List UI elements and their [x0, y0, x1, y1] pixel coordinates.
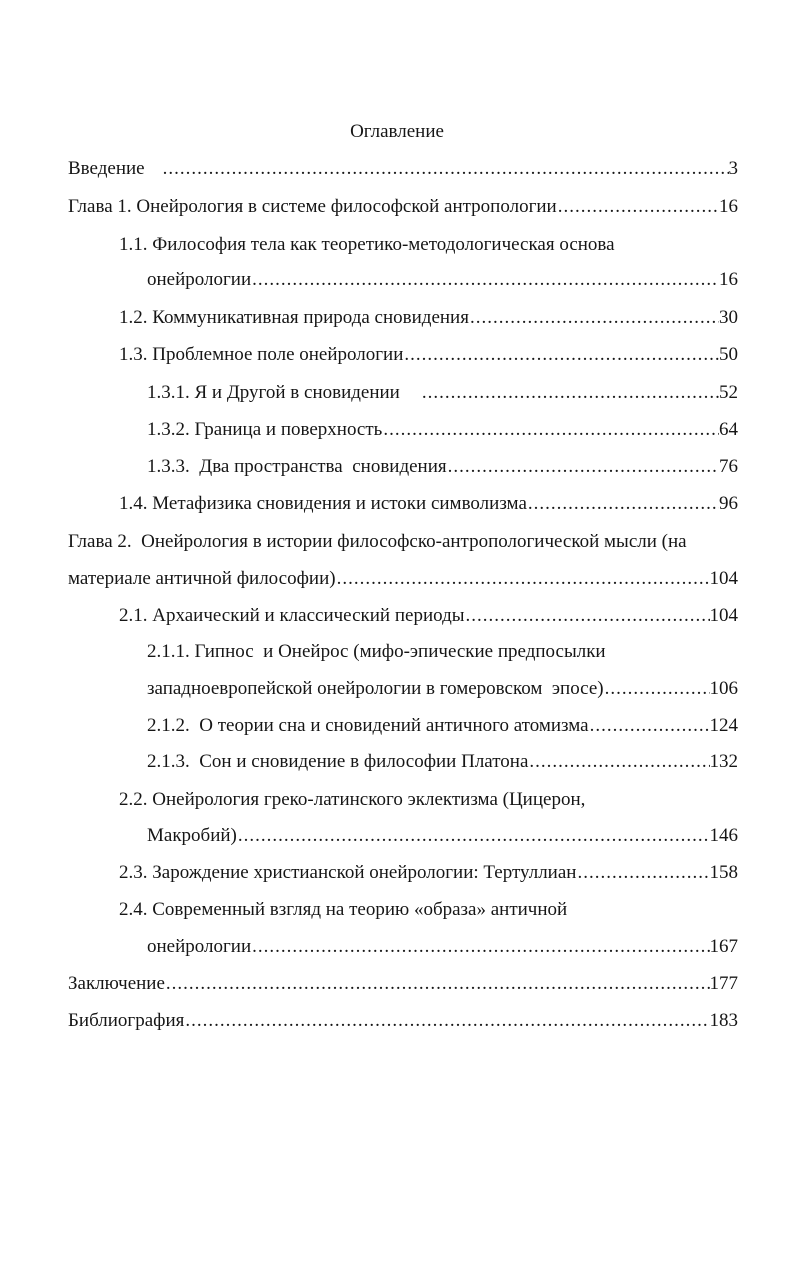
toc-entry-text: Заключение	[68, 973, 165, 994]
toc-entry-page: 96	[719, 493, 738, 514]
toc-entry-page: 146	[709, 825, 738, 846]
toc-entry-page: 76	[719, 456, 738, 477]
toc-entry-chapter-2	[68, 528, 738, 556]
toc-entry-introduction	[68, 155, 738, 183]
dot-leader	[165, 970, 710, 998]
toc-entry-text: 2.4. Современный взгляд на теорию «образа» античной	[119, 899, 568, 920]
toc-entry-section-2-2	[119, 786, 738, 814]
toc-entry-page: 30	[719, 307, 738, 328]
toc-entry-section-2-2-cont	[147, 822, 738, 850]
dot-leader	[527, 490, 719, 518]
toc-entry-text: Библиография	[68, 1010, 185, 1031]
toc-entry-section-1-1-cont	[147, 266, 738, 294]
toc-entry-text: 1.3. Проблемное поле онейрологии	[119, 344, 404, 365]
dot-leader	[251, 266, 719, 294]
toc-entry-section-2-1-2	[147, 712, 738, 740]
toc-entry-section-1-3-3	[147, 453, 738, 481]
toc-entry-page: 16	[719, 269, 738, 290]
toc-entry-text: 2.1.2. О теории сна и сновидений античного атомизма	[147, 715, 589, 736]
dot-leader	[447, 453, 719, 481]
toc-entry-section-2-1-1	[147, 638, 738, 666]
dot-leader	[528, 748, 709, 776]
toc-entry-page: 132	[709, 751, 738, 772]
toc-entry-text: 2.1.1. Гипнос и Онейрос (мифо-эпические предпосылки	[147, 641, 606, 662]
toc-entry-text: Глава 1. Онейрология в системе философской антропологии	[68, 196, 557, 217]
toc-entry-section-1-3	[119, 341, 738, 369]
toc-entry-chapter-2-cont	[68, 565, 738, 593]
dot-leader	[604, 675, 710, 703]
toc-entry-chapter-1	[68, 193, 738, 221]
dot-leader	[237, 822, 710, 850]
toc-entry-text: 1.1. Философия тела как теоретико-методологическая основа	[119, 234, 615, 255]
toc-entry-text: 1.4. Метафизика сновидения и истоки символизма	[119, 493, 527, 514]
dot-leader	[400, 379, 719, 407]
toc-entry-text: западноевропейской онейрологии в гомеровском эпосе)	[147, 678, 604, 699]
toc-entry-text: 2.1. Архаический и классический периоды	[119, 605, 465, 626]
toc-entry-section-2-1-3	[147, 748, 738, 776]
toc-entry-page: 104	[709, 605, 738, 626]
toc-entry-section-2-4	[119, 896, 738, 924]
toc-entry-text: Введение	[68, 158, 145, 179]
toc-entry-page: 158	[709, 862, 738, 883]
toc-entry-text: 2.2. Онейрология греко-латинского эклектизма (Цицерон,	[119, 789, 586, 810]
toc-entry-section-2-3	[119, 859, 738, 887]
toc-entry-section-2-1	[119, 602, 738, 630]
dot-leader	[145, 155, 729, 183]
toc-entry-text: Макробий)	[147, 825, 237, 846]
dot-leader	[251, 933, 709, 961]
toc-entry-text: 2.1.3. Сон и сновидение в философии Платона	[147, 751, 529, 772]
toc-entry-section-2-4-cont	[147, 933, 738, 961]
toc-entry-page: 52	[719, 382, 738, 403]
toc-entry-text: 1.3.3. Два пространства сновидения	[147, 456, 447, 477]
toc-entry-page: 64	[719, 419, 738, 440]
dot-leader	[403, 341, 719, 369]
dot-leader	[465, 602, 710, 630]
toc-entry-text: материале античной философии)	[68, 568, 336, 589]
toc-entry-section-1-3-2	[147, 416, 738, 444]
dot-leader	[336, 565, 710, 593]
toc-entry-text: онейрологии	[147, 269, 252, 290]
toc-entry-text: 1.3.1. Я и Другой в сновидении	[147, 382, 400, 403]
toc-entry-section-1-3-1	[147, 379, 738, 407]
toc-entry-section-1-4	[119, 490, 738, 518]
toc-entry-bibliography	[68, 1007, 738, 1035]
toc-entry-page: 104	[709, 568, 738, 589]
dot-leader	[184, 1007, 709, 1035]
toc-entry-text: Глава 2. Онейрология в истории философско-антропологической мысли (на	[68, 531, 687, 552]
toc-entry-conclusion	[68, 970, 738, 998]
toc-entry-text: 2.3. Зарождение христианской онейрологии: Тертуллиан	[119, 862, 577, 883]
dot-leader	[557, 193, 719, 221]
toc-entry-page: 124	[709, 715, 738, 736]
toc-entry-page: 50	[719, 344, 738, 365]
toc-entry-page: 177	[709, 973, 738, 994]
dot-leader	[469, 304, 719, 332]
toc-entry-page: 167	[709, 936, 738, 957]
toc-entry-text: 1.2. Коммуникативная природа сновидения	[119, 307, 469, 328]
toc-entry-section-1-2	[119, 304, 738, 332]
dot-leader	[576, 859, 709, 887]
dot-leader	[382, 416, 719, 444]
dot-leader	[589, 712, 710, 740]
toc-entry-page: 16	[719, 196, 738, 217]
page-title: Оглавление	[350, 121, 444, 142]
toc-entry-page: 3	[728, 158, 738, 179]
toc-entry-section-1-1	[119, 231, 738, 259]
toc-entry-page: 183	[709, 1010, 738, 1031]
toc-entry-page: 106	[709, 678, 738, 699]
toc-entry-text: онейрологии	[147, 936, 252, 957]
toc-entry-section-2-1-1-cont	[147, 675, 738, 703]
toc-entry-text: 1.3.2. Граница и поверхность	[147, 419, 383, 440]
